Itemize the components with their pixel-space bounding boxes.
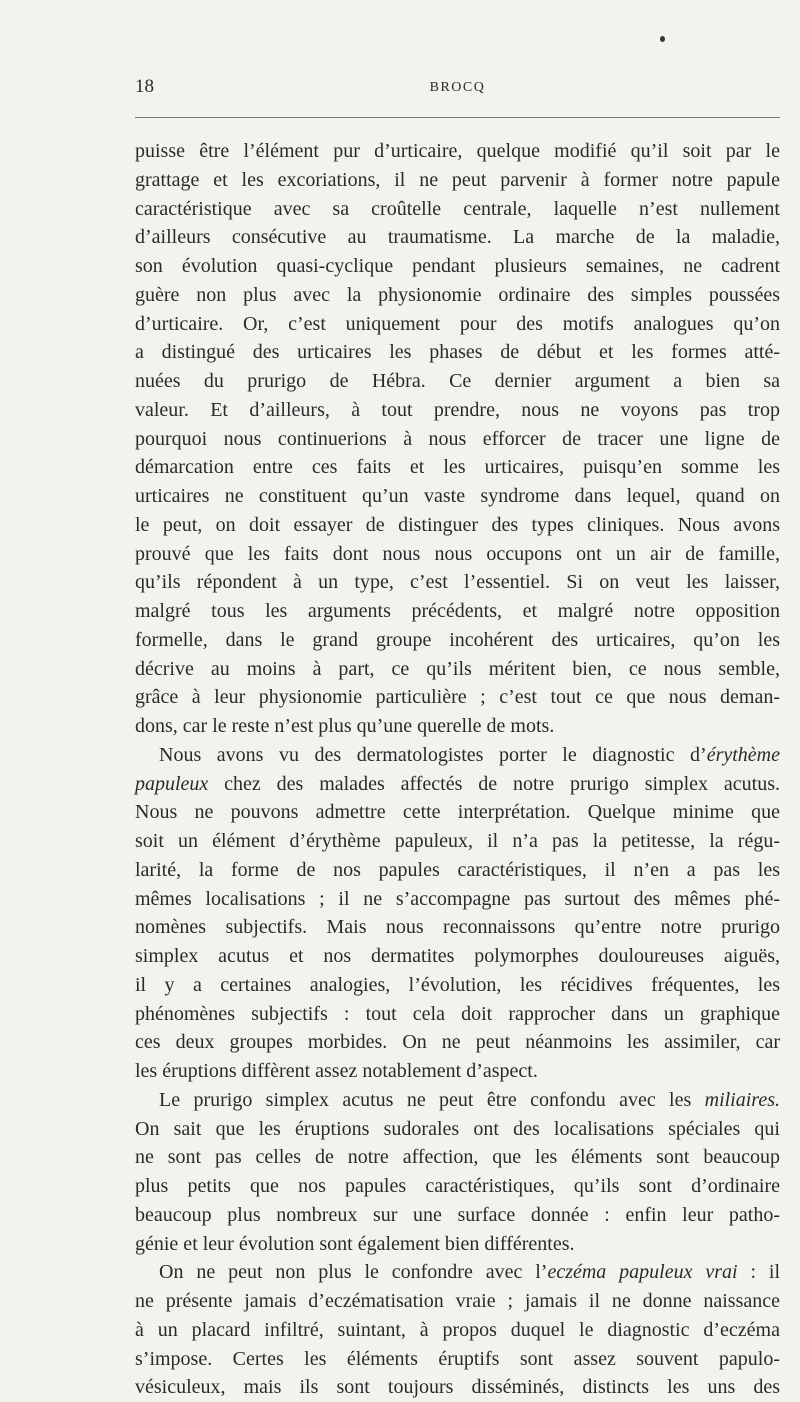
text-line: [135, 655, 780, 684]
text-line: [135, 856, 780, 885]
text-line: [135, 367, 780, 396]
text-segment: plus petits que nos papules caractéristiques, qu’ils sont d’ordinaire: [135, 1175, 780, 1197]
text-segment: dons, car le reste n’est plus qu’une querelle de mots.: [135, 715, 555, 737]
text-segment: urticaires ne constituent qu’un vaste syndrome dans lequel, quand on: [135, 485, 780, 507]
text-segment: ne présente jamais d’eczématisation vraie ; jamais il ne donne naissance: [135, 1290, 780, 1312]
text-segment: d’ailleurs consécutive au traumatisme. La marche de la maladie,: [135, 226, 780, 249]
text-line: [135, 1345, 780, 1374]
text-segment: caractéristique avec sa croûtelle centrale, laquelle n’est nullement: [135, 197, 780, 220]
italic-term: érythème: [706, 743, 780, 766]
text-segment: puisse être l’élément pur d’urticaire, quelque modifié qu’il soit par le: [135, 140, 780, 162]
header-rule: [135, 117, 780, 118]
text-line: [135, 137, 780, 166]
text-segment: larité, la forme de nos papules caractéristiques, il n’en a pas les: [135, 858, 780, 881]
text-segment: son évolution quasi-cyclique pendant plusieurs semaines, ne cadrent: [135, 255, 780, 277]
text-segment: s’impose. Certes les éléments éruptifs sont assez souvent papulo-: [135, 1347, 780, 1370]
text-line: [135, 1057, 780, 1086]
text-segment: qu’ils répondent à un type, c’est l’essentiel. Si on veut les laisser,: [135, 571, 780, 594]
text-line: [135, 827, 780, 856]
text-segment: ces deux groupes morbides. On ne peut néanmoins les assimiler, car: [135, 1031, 780, 1054]
text-segment: d’urticaire. Or, c’est uniquement pour des motifs analogues qu’on: [135, 312, 780, 335]
text-line: [135, 1172, 780, 1201]
text-line: [135, 482, 780, 511]
text-line: [135, 195, 780, 224]
text-segment: guère non plus avec la physionomie ordinaire des simples poussées: [135, 283, 780, 306]
text-line: [135, 1373, 780, 1402]
text-line: [135, 770, 780, 799]
text-line: [135, 741, 780, 770]
text-segment: ne sont pas celles de notre affection, que les éléments sont beaucoup: [135, 1146, 780, 1169]
text-segment: chez des malades affectés de notre prurigo simplex acutus.: [208, 772, 780, 795]
text-line: [135, 712, 780, 741]
text-line: [135, 1143, 780, 1172]
text-segment: a distingué des urticaires les phases de début et les formes atté-: [135, 341, 780, 364]
page-header: [135, 76, 780, 106]
text-segment: On ne peut non plus le confondre avec l’: [159, 1261, 548, 1284]
text-line: [135, 310, 780, 339]
text-segment: On sait que les éruptions sudorales ont des localisations spéciales qui: [135, 1117, 780, 1140]
italic-term: papuleux: [135, 772, 209, 795]
text-segment: mêmes localisations ; il ne s’accompagne pas surtout des mêmes phé-: [135, 887, 780, 910]
italic-term: eczéma papuleux vrai: [547, 1261, 738, 1284]
text-segment: simplex acutus et nos dermatites polymorphes douloureuses aiguës,: [135, 945, 780, 967]
text-line: [135, 252, 780, 281]
text-segment: Nous avons vu des dermatologistes porter le diagnostic d’: [159, 743, 707, 766]
text-segment: prouvé que les faits dont nous nous occupons ont un air de famille,: [135, 542, 780, 565]
text-line: [135, 683, 780, 712]
text-segment: : il: [737, 1261, 781, 1284]
text-segment: grâce à leur physionomie particulière ; c’est tout ce que nous deman-: [135, 686, 780, 709]
text-segment: décrive au moins à part, ce qu’ils méritent bien, ce nous semble,: [135, 657, 780, 680]
text-line: [135, 1201, 780, 1230]
text-line: [135, 396, 780, 425]
text-line: [135, 913, 780, 942]
body-text: [135, 137, 780, 1402]
text-segment: malgré tous les arguments précédents, et malgré notre opposition: [135, 600, 780, 622]
text-line: [135, 1230, 780, 1259]
text-segment: pourquoi nous continuerions à nous efforcer de tracer une ligne de: [135, 427, 780, 450]
running-head: BROCQ: [429, 80, 486, 95]
text-segment: le peut, on doit essayer de distinguer des types cliniques. Nous avons: [135, 513, 780, 536]
text-segment: nomènes subjectifs. Mais nous reconnaissons qu’entre notre prurigo: [135, 916, 780, 939]
text-segment: génie et leur évolution sont également bien différentes.: [135, 1232, 575, 1255]
text-segment: beaucoup plus nombreux sur une surface donnée : enfin leur patho-: [135, 1203, 780, 1226]
text-segment: Le prurigo simplex acutus ne peut être confondu avec les: [159, 1088, 705, 1111]
text-segment: les éruptions diffèrent assez notablement d’aspect.: [135, 1060, 538, 1082]
text-segment: nuées du prurigo de Hébra. Ce dernier argument a bien sa: [135, 370, 780, 392]
text-line: [135, 798, 780, 827]
text-line: [135, 281, 780, 310]
text-segment: Nous ne pouvons admettre cette interprétation. Quelque minime que: [135, 801, 780, 824]
text-line: [135, 597, 780, 626]
text-line: [135, 1287, 780, 1316]
italic-term: miliaires.: [704, 1088, 780, 1111]
text-segment: formelle, dans le grand groupe incohérent des urticaires, qu’on les: [135, 628, 780, 651]
text-line: [135, 942, 780, 971]
text-segment: valeur. Et d’ailleurs, à tout prendre, nous ne voyons pas trop: [135, 398, 780, 421]
text-segment: démarcation entre ces faits et les urticaires, puisqu’en somme les: [135, 456, 780, 479]
text-segment: soit un élément d’érythème papuleux, il n’a pas la petitesse, la régu-: [135, 830, 780, 852]
text-line: [135, 223, 780, 252]
text-line: [135, 1258, 780, 1287]
text-segment: phénomènes subjectifs : tout cela doit rapprocher dans un graphique: [135, 1002, 780, 1025]
text-line: [135, 338, 780, 367]
text-line: [135, 1316, 780, 1345]
text-line: [135, 885, 780, 914]
text-line: [135, 453, 780, 482]
text-line: [135, 540, 780, 569]
text-line: [135, 568, 780, 597]
text-line: [135, 511, 780, 540]
text-segment: grattage et les excoriations, il ne peut parvenir à former notre papule: [135, 168, 780, 191]
text-segment: il y a certaines analogies, l’évolution, les récidives fréquentes, les: [135, 973, 780, 996]
text-line: [135, 971, 780, 1000]
text-line: [135, 1028, 780, 1057]
page-number: 18: [135, 76, 154, 97]
text-line: [135, 626, 780, 655]
ink-dot-mark: [660, 36, 665, 42]
text-line: [135, 1000, 780, 1029]
text-segment: vésiculeux, mais ils sont toujours disséminés, distincts les uns des: [135, 1376, 780, 1399]
text-line: [135, 1115, 780, 1144]
text-line: [135, 425, 780, 454]
text-line: [135, 1086, 780, 1115]
text-segment: à un placard infiltré, suintant, à propos duquel le diagnostic d’eczéma: [135, 1318, 780, 1341]
text-line: [135, 166, 780, 195]
